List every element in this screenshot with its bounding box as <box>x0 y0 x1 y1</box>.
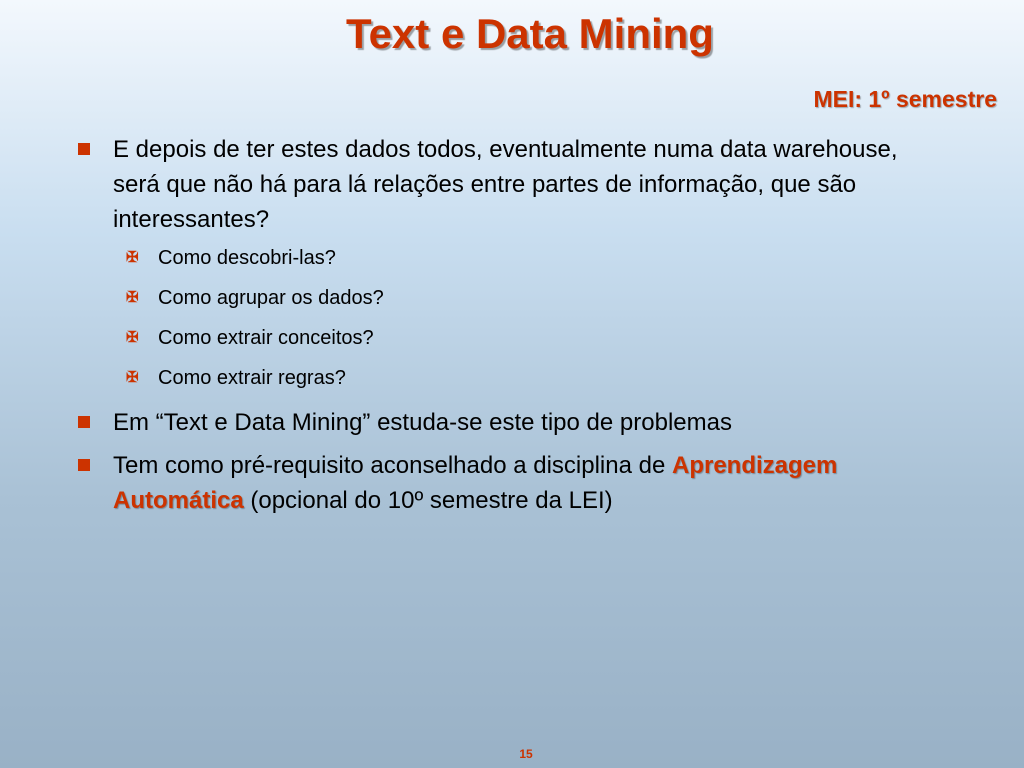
slide-title: Text e Data Mining <box>346 10 714 57</box>
bullet-item-1 <box>76 132 936 237</box>
bullet-text-after: (opcional do 10º semestre da LEI) <box>250 487 613 514</box>
sub-bullet-text: Como agrupar os dados? <box>158 287 384 309</box>
sub-bullet-item-2 <box>76 285 936 311</box>
bullet-text-before: Tem como pré-requisito aconselhado a disciplina de <box>113 452 666 479</box>
sub-bullet-item-4 <box>76 365 936 391</box>
sub-bullet-text: Como descobri-las? <box>158 247 336 269</box>
cross-pattee-icon: ✠ <box>126 329 139 346</box>
cross-pattee-icon: ✠ <box>126 249 139 266</box>
slide-content <box>76 132 936 526</box>
bullet-item-2 <box>76 405 936 440</box>
sub-bullet-list <box>76 245 936 391</box>
slide-subtitle: MEI: 1º semestre <box>813 86 997 112</box>
bullet-text: E depois de ter estes dados todos, eventualmente numa data warehouse, será que não há para lá relações entre partes de informação, que são interessantes? <box>113 136 898 233</box>
bullet-item-3 <box>76 448 936 518</box>
page-number: 15 <box>519 747 533 761</box>
bullet-text: Em “Text e Data Mining” estuda-se este tipo de problemas <box>113 409 732 436</box>
sub-bullet-text: Como extrair conceitos? <box>158 327 374 349</box>
cross-pattee-icon: ✠ <box>126 289 139 306</box>
cross-pattee-icon: ✠ <box>126 369 139 386</box>
square-bullet-icon <box>78 459 90 471</box>
sub-bullet-item-3 <box>76 325 936 351</box>
course-name-highlight: Aprendizagem Automática <box>113 452 838 514</box>
sub-bullet-item-1 <box>76 245 936 271</box>
square-bullet-icon <box>78 143 90 155</box>
square-bullet-icon <box>78 416 90 428</box>
sub-bullet-text: Como extrair regras? <box>158 367 346 389</box>
